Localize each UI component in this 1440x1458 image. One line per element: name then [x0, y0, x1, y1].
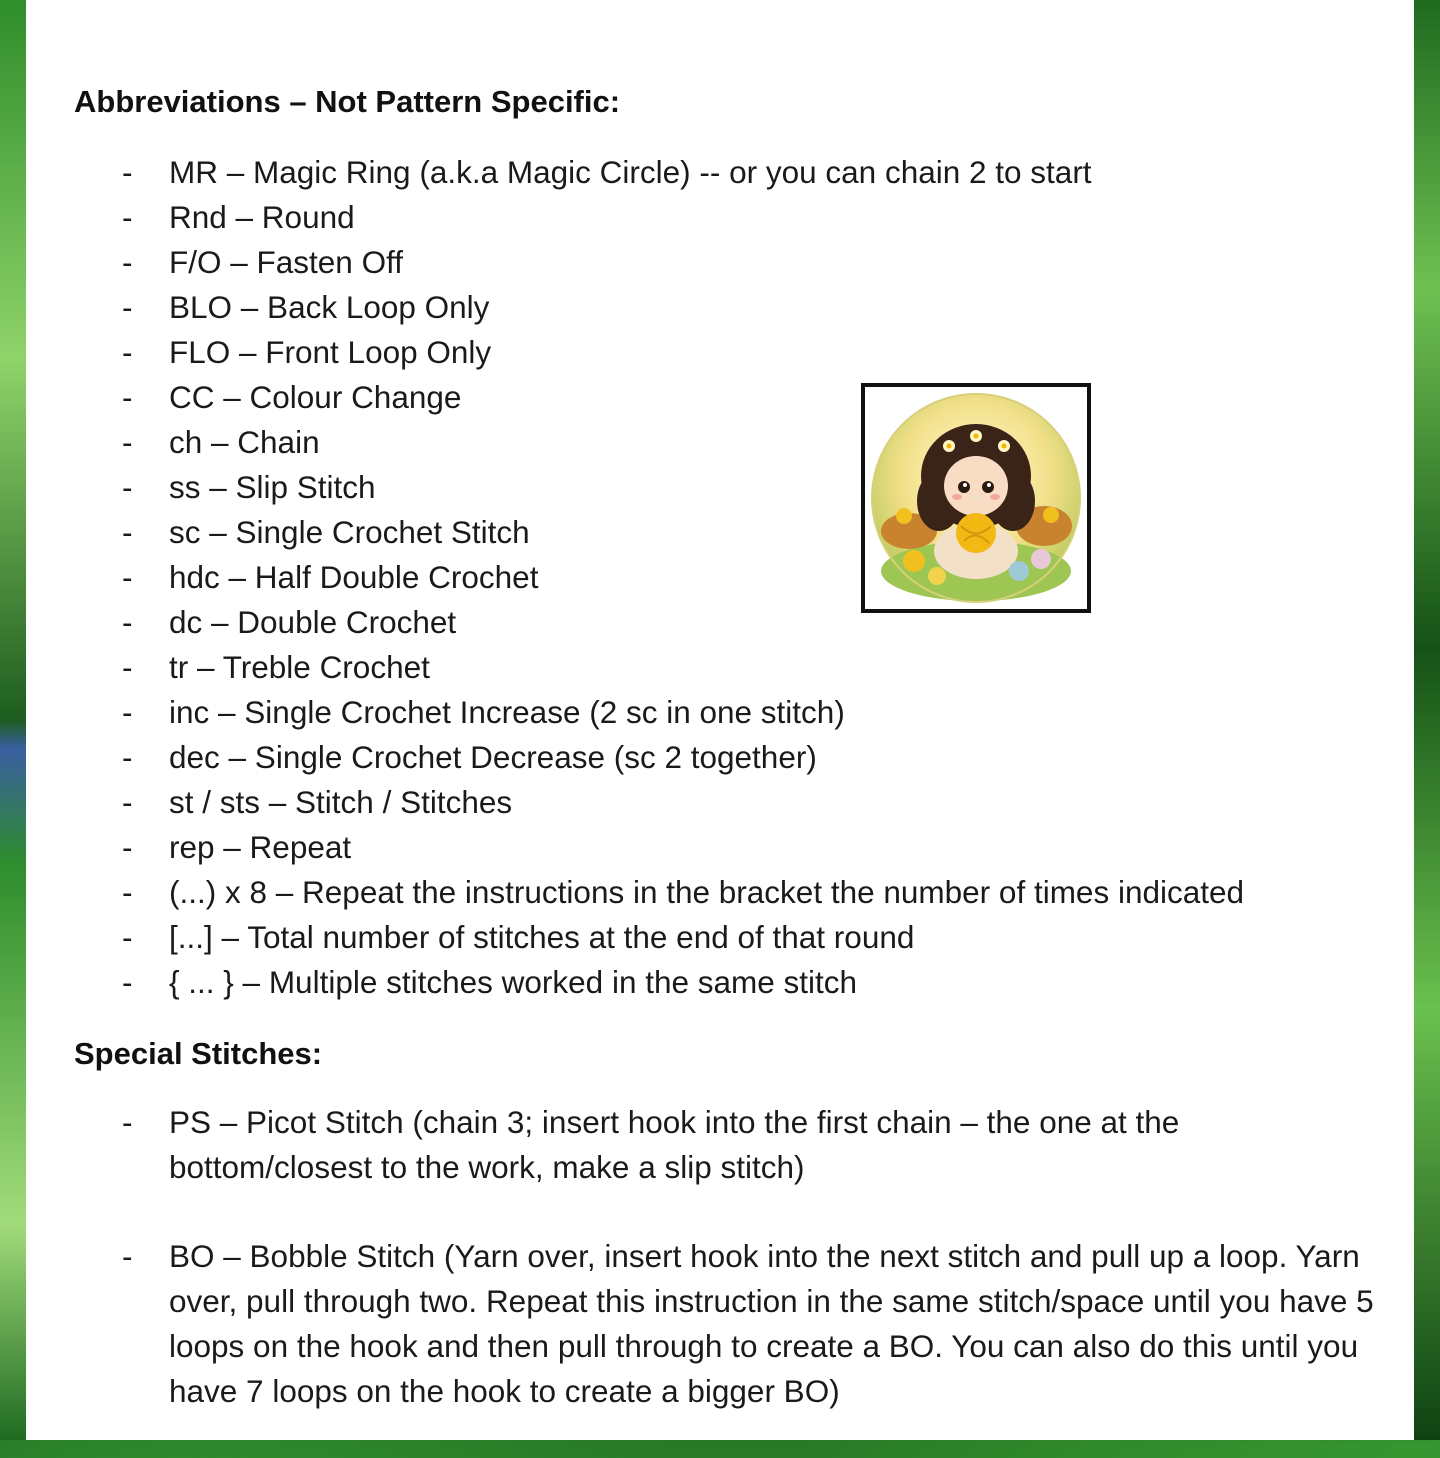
list-item: - BO – Bobble Stitch (Yarn over, insert hook into the next stitch and pull up a loop. Yarn over, pull through two. Repeat this instruction in the same stitch/space until you have 5 loops on the hook and then pull through to create a BO. You can also do this until you have 7 loops on the hook to create a bigger BO): [122, 1238, 1374, 1409]
list-item: - rep – Repeat: [122, 829, 352, 865]
list-item: - MR – Magic Ring (a.k.a Magic Circle) -- or you can chain 2 to start: [122, 154, 1092, 190]
leaf-border-right: [1414, 0, 1440, 1440]
special-stitches-list: [26, 1100, 1386, 1458]
list-item: - F/O – Fasten Off: [122, 244, 404, 280]
list-item: - tr – Treble Crochet: [122, 649, 430, 685]
list-item: - (...) x 8 – Repeat the instructions in the bracket the number of times indicated: [122, 874, 1245, 910]
leaf-border-left: [0, 0, 26, 1440]
abbreviations-heading: Abbreviations – Not Pattern Specific:: [74, 84, 621, 119]
list-item: - FLO – Front Loop Only: [122, 334, 492, 370]
list-item: - st / sts – Stitch / Stitches: [122, 784, 513, 820]
list-item: - { ... } – Multiple stitches worked in the same stitch: [122, 964, 858, 1000]
list-item: - hdc – Half Double Crochet: [122, 559, 539, 595]
list-item: - Rnd – Round: [122, 199, 355, 235]
illustration-image: [869, 391, 1083, 605]
abbreviations-list: [26, 150, 1386, 1005]
list-item: - CC – Colour Change: [122, 379, 462, 415]
list-item: - ss – Slip Stitch: [122, 469, 376, 505]
document-page: [26, 0, 1414, 1440]
list-item: - PS – Picot Stitch (chain 3; insert hook into the first chain – the one at the bottom/closest to the work, make a slip stitch): [122, 1104, 1180, 1185]
list-item: - sc – Single Crochet Stitch: [122, 514, 530, 550]
list-item: - [...] – Total number of stitches at the end of that round: [122, 919, 915, 955]
list-item: - dc – Double Crochet: [122, 604, 457, 640]
list-item: - ch – Chain: [122, 424, 320, 460]
list-item: - dec – Single Crochet Decrease (sc 2 together): [122, 739, 817, 775]
crochet-girl-illustration: [861, 383, 1091, 613]
list-item: - BLO – Back Loop Only: [122, 289, 490, 325]
special-stitches-heading: Special Stitches:: [74, 1036, 323, 1071]
list-item: - inc – Single Crochet Increase (2 sc in one stitch): [122, 694, 845, 730]
